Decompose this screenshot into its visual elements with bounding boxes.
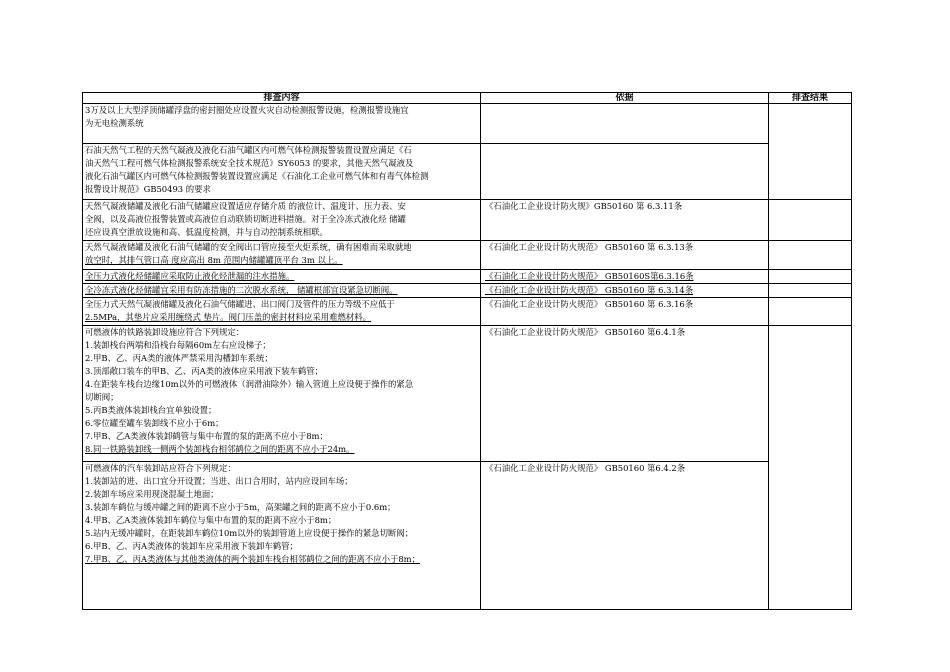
table-row xyxy=(83,462,852,610)
row-content xyxy=(83,298,481,326)
row-result xyxy=(769,200,852,241)
table-row xyxy=(83,241,852,270)
content-line: 放空时，其排气管口高 度应高出 8m 范围内储罐罐顶平台 3m 以上。 xyxy=(85,255,343,265)
content-line: 天然气凝液储罐及液化石油气储罐的安全阀出口管应接至火炬系统，确有困难而采取就地 xyxy=(85,242,412,252)
content-line: 8.同一铁路装卸线一侧两个装卸栈台相邻鹤位之间的距离不应小于24m。 xyxy=(85,444,355,454)
content-line: 2.甲B、乙、丙A类的液体严禁采用沟槽卸车系统； xyxy=(85,353,273,363)
content-line: 3万及以上大型浮顶储罐浮盘的密封圈处应设置火灾自动检测报警设施，检测报警设施宜 xyxy=(85,105,409,115)
row-content xyxy=(83,200,481,241)
row-result xyxy=(769,241,852,270)
content-line: 2.装卸车场应采用现浇混凝土地面； xyxy=(85,489,219,499)
inspection-table xyxy=(82,92,852,610)
header-content: 排查内容 xyxy=(83,93,481,104)
row-basis: 《石油化工企业设计防火规范》 GB50160 第6.4.2条 xyxy=(481,462,769,610)
row-basis: 《石油化工企业设计防火规范》 GB50160 第6.4.1条 xyxy=(481,326,769,462)
content-line: 液化石油气罐区内可燃气体检测报警装置设置应满足《石油化工企业可燃气体和有毒气体检测 xyxy=(85,171,429,181)
table-row xyxy=(83,270,852,284)
content-line: 天然气凝液储罐及液化石油气储罐应设置适应存储介质 的液位计、温度计、压力表、安 xyxy=(85,201,406,211)
content-line: 5.丙B类液体装卸栈台宜单独设置； xyxy=(85,405,217,415)
content-line: 6.零位罐至罐车装卸线不应小于6m； xyxy=(85,418,224,428)
table-row xyxy=(83,104,852,144)
row-content xyxy=(83,462,481,610)
content-line: 4.甲B、乙A类液体装卸车鹤位与集中布置的泵的距离不应小于8m； xyxy=(85,515,337,525)
row-basis xyxy=(481,104,769,144)
content-line: 油天然气工程可燃气体检测报警系统安全技术规范》SY6053 的要求，其他天然气凝液及 xyxy=(85,158,414,168)
content-line: 切断阀； xyxy=(85,392,119,402)
content-line: 石油天然气工程的天然气凝液及液化石油气罐区内可燃气体检测报警装置设置应满足《石 xyxy=(85,145,412,155)
table-row xyxy=(83,298,852,326)
row-result xyxy=(769,104,852,200)
content-line: 3.装卸车鹤位与缓冲罐之间的距离不应小于5m，高架罐之间的距离不应小于0.6m； xyxy=(85,502,396,512)
content-line: 全阀，以及高液位报警装置或高液位自动联锁切断进料措施。对于全冷冻式液化烃 储罐 xyxy=(85,214,406,224)
row-content xyxy=(83,104,481,144)
content-line: 7.甲B、乙A类液体装卸鹤管与集中布置的泵的距离不应小于8m； xyxy=(85,431,328,441)
table-row xyxy=(83,144,852,200)
row-result xyxy=(769,270,852,284)
content-line: 可燃液体的汽车装卸站应符合下列规定： xyxy=(85,463,236,473)
content-line: 全压力式天然气凝液储罐及液化石油气储罐进、出口阀门及管件的压力等级不应低于 xyxy=(85,299,395,309)
table-row xyxy=(83,326,852,462)
content-line: 还应设真空泄放设施和高、低温度检测，并与自动控制系统相联。 xyxy=(85,227,328,237)
table-header-row xyxy=(83,93,852,104)
content-line: 全冷冻式液化烃储罐宜采用有防冻措施的二次脱水系统， 储罐根部宜设紧急切断阀。 xyxy=(85,285,398,295)
content-line: 5.站内无缓冲罐时，在距装卸车鹤位10m以外的装卸管道上应设便于操作的紧急切断阀； xyxy=(85,528,414,538)
row-basis: 《石油化工企业设计防火规范》 GB50160 第 6.3.16条 xyxy=(481,298,769,326)
content-line: 7.甲B、乙、丙A类液体与其他类液体的两个装卸车栈台相邻鹤位之间的距离不应小于8m； xyxy=(85,554,420,564)
content-line: 可燃液体的铁路装卸设施应符合下列规定： xyxy=(85,327,245,337)
table-row xyxy=(83,284,852,298)
row-content xyxy=(83,270,481,284)
content-line: 1.装卸栈台两端和沿栈台每隔60m左右应设梯子； xyxy=(85,340,271,350)
row-basis xyxy=(481,144,769,200)
row-basis: 《石油化工企业设计防火规》GB50160 第 6.3.11条 xyxy=(481,200,769,241)
row-content xyxy=(83,284,481,298)
content-line: 2.5MPa，其垫片应采用缠绕式 垫片。阀门压盖的密封材料应采用难燃材料。 xyxy=(85,312,372,322)
row-basis: 《石油化工企业设计防火规范》 GB50160S第6.3.16条 xyxy=(481,270,769,284)
row-result xyxy=(769,284,852,298)
content-line: 6.甲B、乙、丙A类液体的装卸车应采用液下装卸车鹤管； xyxy=(85,541,298,551)
row-content xyxy=(83,144,481,200)
content-line: 为无电检测系统 xyxy=(85,118,144,128)
content-line: 4.在距装车栈台边缘10m以外的可燃液体（润滑油除外）输入管道上应设便于操作的紧急 xyxy=(85,379,414,389)
content-line: 全压力式液化烃储罐应采取防止液化烃泄漏的注水措施。 xyxy=(85,271,295,281)
content-line: 报警设计规范》GB50493 的要求 xyxy=(85,184,211,194)
header-basis: 依据 xyxy=(481,93,769,104)
row-result xyxy=(769,326,852,610)
row-basis: 《石油化工企业设计防火规范》 GB50160 第 6.3.13条 xyxy=(481,241,769,270)
content-line: 1.装卸站的进、出口宜分开设置；当进、出口合用时，站内应设回车场； xyxy=(85,476,353,486)
row-result xyxy=(769,298,852,326)
header-result: 排查结果 xyxy=(769,93,852,104)
content-line: 3.顶部敞口装车的甲B、乙、丙A类的液体应采用液下装车鹤管； xyxy=(85,366,323,376)
row-content xyxy=(83,241,481,270)
row-content xyxy=(83,326,481,462)
table-row xyxy=(83,200,852,241)
row-basis: 《石油化工企业设计防火规范》 GB50160 第 6.3.14条 xyxy=(481,284,769,298)
